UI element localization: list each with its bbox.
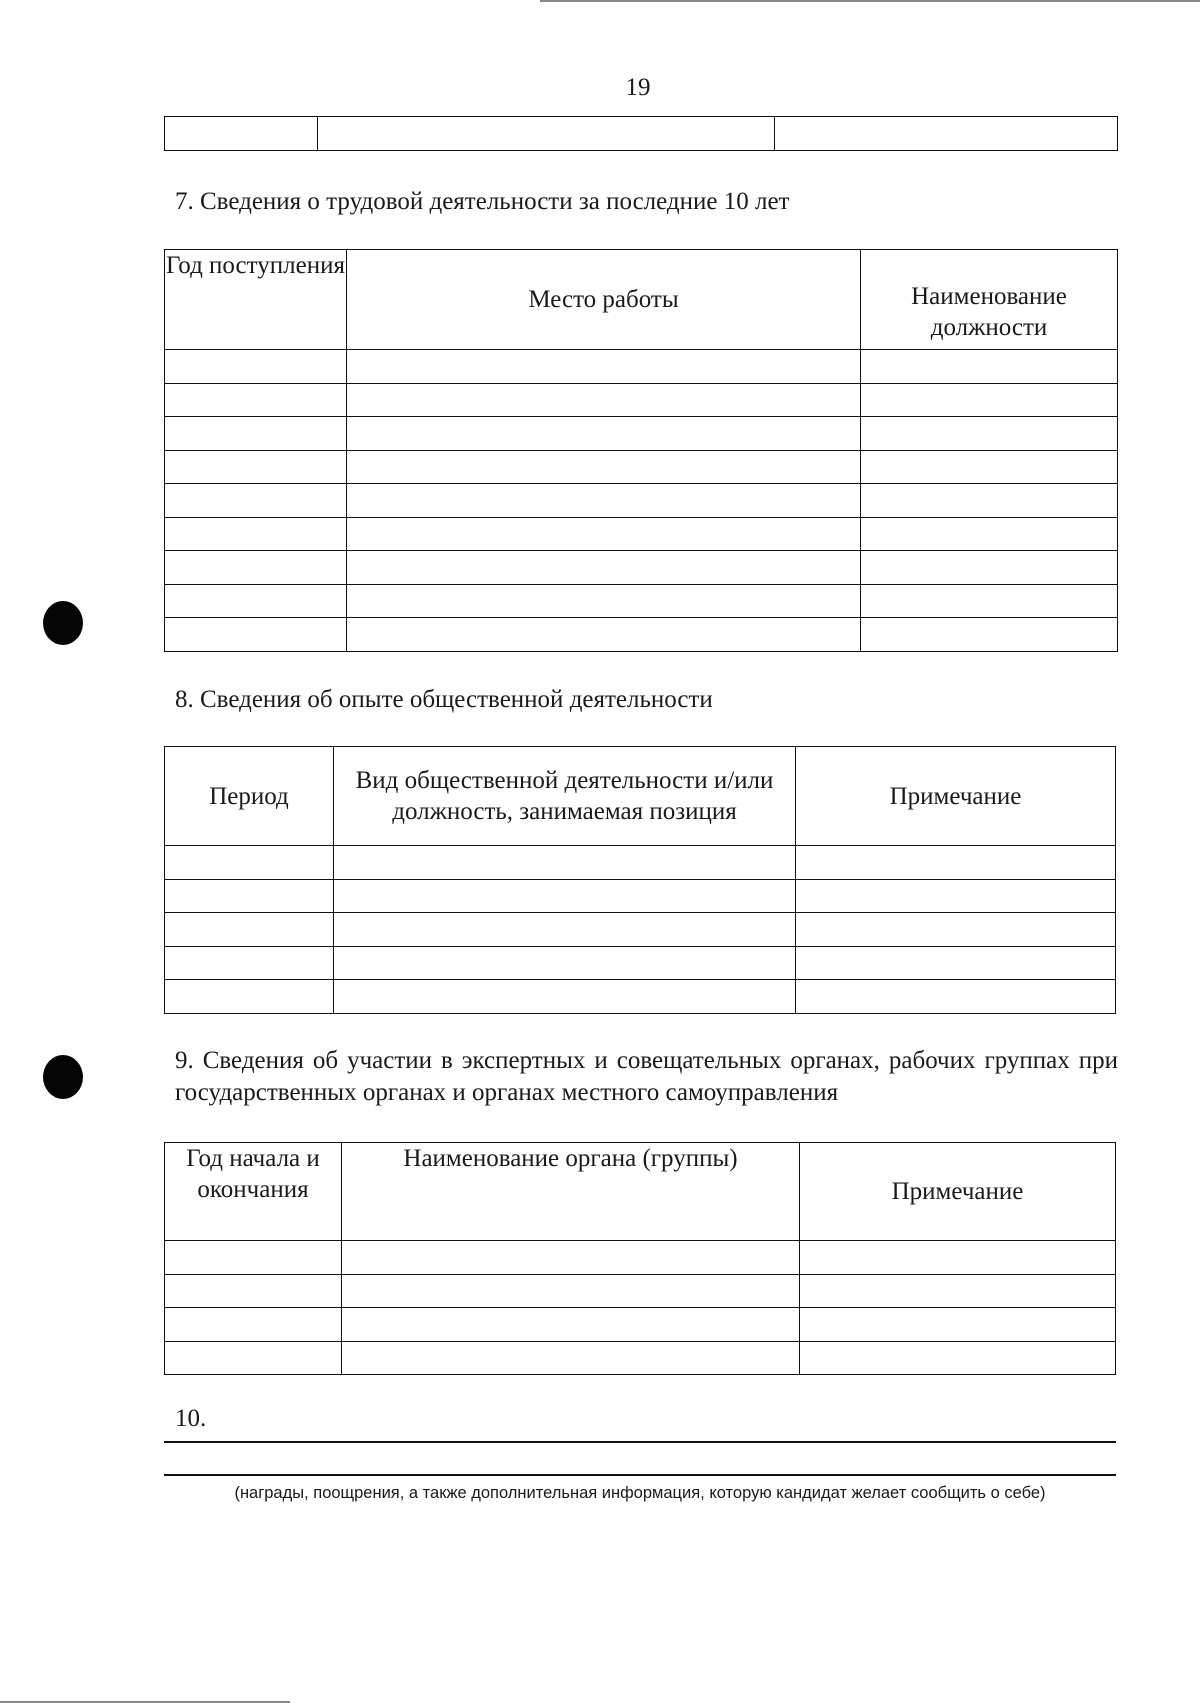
table-cell[interactable]: [165, 117, 318, 151]
section-10-label: 10.: [175, 1405, 207, 1432]
header-cell-years: Год начала и окончания: [165, 1143, 342, 1241]
table-cell[interactable]: [347, 551, 861, 585]
header-cell-position: [861, 250, 1118, 350]
table-cell[interactable]: [796, 980, 1116, 1014]
table-row: [165, 584, 1118, 618]
table-cell[interactable]: [165, 946, 334, 980]
header-cell-note: Примечание: [800, 1143, 1116, 1241]
table-cell[interactable]: [165, 383, 347, 417]
section-7-title: 7. Сведения о трудовой деятельности за последние 10 лет: [175, 188, 790, 215]
table-row: [165, 879, 1116, 913]
page-number: 19: [625, 74, 651, 101]
answer-line-2[interactable]: [164, 1474, 1116, 1476]
table-row: [165, 1341, 1116, 1375]
table-cell[interactable]: [347, 618, 861, 652]
table-cell[interactable]: [342, 1308, 800, 1342]
table-row: [165, 450, 1118, 484]
table-cell[interactable]: [165, 1341, 342, 1375]
header-cell-note: Примечание: [796, 747, 1116, 846]
table-row: [165, 1241, 1116, 1275]
table-cell[interactable]: [165, 1274, 342, 1308]
table-cell[interactable]: [796, 946, 1116, 980]
table-cell[interactable]: [165, 846, 334, 880]
header-cell-period: Период: [165, 747, 334, 846]
table-row: [165, 484, 1118, 518]
table-cell[interactable]: [165, 417, 347, 451]
table-row: [165, 946, 1116, 980]
table-cell[interactable]: [165, 450, 347, 484]
table-cell[interactable]: [800, 1241, 1116, 1275]
header-cell-workplace: Место работы: [347, 250, 861, 350]
table-cell[interactable]: [861, 383, 1118, 417]
table-cell[interactable]: [800, 1274, 1116, 1308]
table-cell[interactable]: [347, 383, 861, 417]
table-row: [165, 383, 1118, 417]
employment-table: [164, 249, 1118, 652]
table-cell[interactable]: [861, 450, 1118, 484]
scan-edge-bottom: [0, 1701, 290, 1703]
table-row: [165, 350, 1118, 384]
table-cell[interactable]: [861, 350, 1118, 384]
table-cell[interactable]: [347, 584, 861, 618]
table-cell[interactable]: [796, 879, 1116, 913]
table-cell[interactable]: [165, 1308, 342, 1342]
table-cell[interactable]: [165, 879, 334, 913]
continued-table: [164, 116, 1118, 151]
table-cell[interactable]: [861, 517, 1118, 551]
header-cell-body-name: Наименование органа (группы): [342, 1143, 800, 1241]
table-cell[interactable]: [165, 350, 347, 384]
table-row: [165, 1308, 1116, 1342]
table-cell[interactable]: [861, 584, 1118, 618]
section-10-caption: (награды, поощрения, а также дополнительная информация, которую кандидат желает сообщить о себе): [234, 1484, 1046, 1502]
table-cell[interactable]: [342, 1341, 800, 1375]
table-row: [165, 913, 1116, 947]
table-cell[interactable]: [342, 1241, 800, 1275]
table-cell[interactable]: [861, 484, 1118, 518]
table-cell[interactable]: [796, 846, 1116, 880]
table-cell[interactable]: [347, 350, 861, 384]
table-cell[interactable]: [347, 450, 861, 484]
section-9-title: 9. Сведения об участии в экспертных и совещательных органах, рабочих группах при государственных органах и органах местного самоуправления: [175, 1047, 1118, 1106]
table-cell[interactable]: [165, 1241, 342, 1275]
table-row: [165, 618, 1118, 652]
header-cell-year: Год поступления: [165, 250, 347, 350]
table-cell[interactable]: [800, 1341, 1116, 1375]
table-cell[interactable]: [347, 417, 861, 451]
table-cell[interactable]: [165, 618, 347, 652]
table-cell[interactable]: [861, 551, 1118, 585]
table-header-row: [165, 250, 1118, 350]
table-row: [165, 846, 1116, 880]
table-cell[interactable]: [165, 913, 334, 947]
public-activity-table: [164, 746, 1116, 1014]
table-cell[interactable]: [334, 913, 796, 947]
table-cell[interactable]: [334, 846, 796, 880]
table-cell[interactable]: [334, 980, 796, 1014]
header-cell-activity: Вид общественной деятельности и/или должность, занимаемая позиция: [334, 747, 796, 846]
table-cell[interactable]: [334, 879, 796, 913]
table-cell[interactable]: [347, 484, 861, 518]
table-cell[interactable]: [318, 117, 775, 151]
binder-hole-2: [43, 1055, 83, 1099]
table-cell[interactable]: [165, 980, 334, 1014]
table-row: [165, 1274, 1116, 1308]
table-cell[interactable]: [165, 484, 347, 518]
table-cell[interactable]: [347, 517, 861, 551]
table-cell[interactable]: [165, 517, 347, 551]
section-8-title: 8. Сведения об опыте общественной деятельности: [175, 686, 713, 713]
table-cell[interactable]: [342, 1274, 800, 1308]
table-row: [165, 980, 1116, 1014]
table-cell[interactable]: [334, 946, 796, 980]
table-cell[interactable]: [800, 1308, 1116, 1342]
table-cell[interactable]: [775, 117, 1118, 151]
table-cell[interactable]: [861, 417, 1118, 451]
table-row: [165, 551, 1118, 585]
table-cell[interactable]: [165, 551, 347, 585]
answer-line-1[interactable]: [164, 1441, 1116, 1443]
header-cell-position-label: Наименование должности: [911, 282, 1067, 341]
table-cell[interactable]: [861, 618, 1118, 652]
binder-hole-1: [43, 601, 83, 645]
expert-bodies-table: [164, 1142, 1116, 1375]
table-cell[interactable]: [165, 584, 347, 618]
table-cell[interactable]: [796, 913, 1116, 947]
table-row: [165, 417, 1118, 451]
table-row: [165, 517, 1118, 551]
scan-edge-top: [540, 0, 1200, 2]
table-header-row: [165, 747, 1116, 846]
table-header-row: [165, 1143, 1116, 1241]
